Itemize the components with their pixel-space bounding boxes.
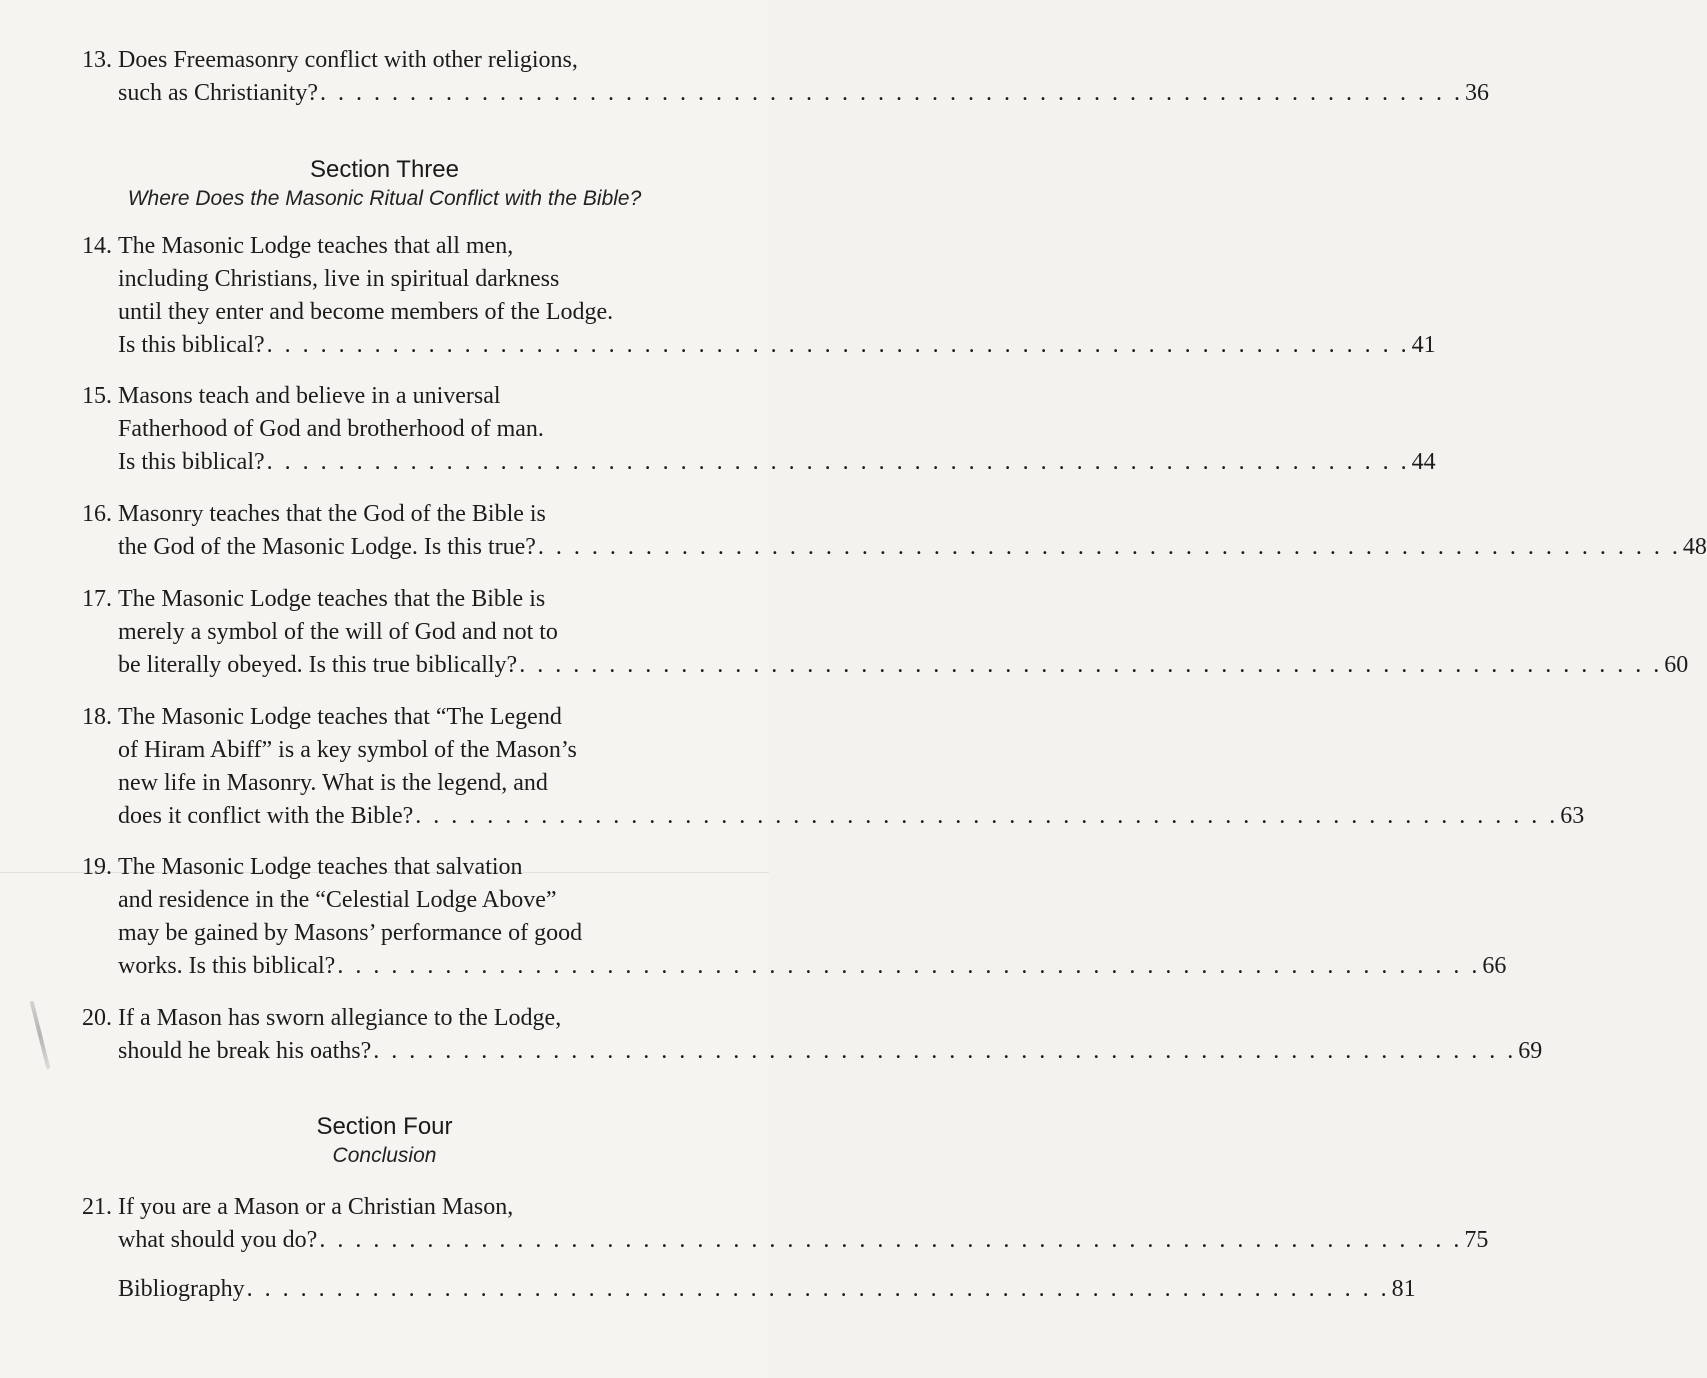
section-subtitle: Conclusion (332, 1144, 437, 1167)
toc-entry-15[interactable] (72, 380, 1436, 479)
dot-leader: . . . . . . . . . . . . . . . . . . . . . . . . . . . . . . . . . . . . . . . . . . . . . . . . . . . . . . . . . . . . . . . . (319, 80, 1463, 106)
entry-number: 14. (82, 233, 112, 259)
entry-text-line: Masonry teaches that the God of the Bible is (118, 501, 546, 527)
entry-text-last: what should you do? (118, 1227, 318, 1253)
entry-text-line: The Masonic Lodge teaches that salvation (118, 854, 523, 880)
section-four-heading (0, 1112, 769, 1170)
entry-text-last: Is this biblical? (118, 449, 265, 475)
page-number: 48 (1682, 534, 1707, 560)
entry-text-line: merely a symbol of the will of God and not to (118, 619, 558, 645)
toc-entry-13[interactable] (72, 44, 1489, 110)
page-number: 60 (1664, 652, 1689, 678)
entry-text-line: The Masonic Lodge teaches that all men, (118, 233, 514, 259)
entry-text-line: new life in Masonry. What is the legend, and (118, 770, 548, 796)
entry-text-line: Masons teach and believe in a universal (118, 383, 501, 409)
dot-leader: . . . . . . . . . . . . . . . . . . . . . . . . . . . . . . . . . . . . . . . . . . . . . . . . . . . . . . . . . . . . . . . . (373, 1038, 1517, 1064)
entry-number: 15. (82, 383, 112, 409)
section-three-heading (0, 155, 769, 213)
dot-leader: . . . . . . . . . . . . . . . . . . . . . . . . . . . . . . . . . . . . . . . . . . . . . . . . . . . . . . . . . . . . . . . . (337, 953, 1481, 979)
toc-entry-21[interactable] (72, 1191, 1489, 1257)
dot-leader: . . . . . . . . . . . . . . . . . . . . . . . . . . . . . . . . . . . . . . . . . . . . . . . . . . . . . . . . . . . . . . . . (537, 534, 1681, 560)
page-number: 66 (1482, 953, 1507, 979)
entry-text-last: should he break his oaths? (118, 1038, 372, 1064)
page-number: 36 (1464, 80, 1489, 106)
dot-leader: . . . . . . . . . . . . . . . . . . . . . . . . . . . . . . . . . . . . . . . . . . . . . . . . . . . . . . . . . . . . . . . . (519, 652, 1663, 678)
toc-entry-bibliography[interactable] (72, 1273, 1416, 1306)
toc-entry-14[interactable] (72, 230, 1436, 362)
entry-text-line: Fatherhood of God and brotherhood of man. (118, 416, 544, 442)
entry-text-last: such as Christianity? (118, 80, 318, 106)
entry-text-last: Is this biblical? (118, 332, 265, 358)
dot-leader: . . . . . . . . . . . . . . . . . . . . . . . . . . . . . . . . . . . . . . . . . . . . . . . . . . . . . . . . . . . . . . . . (319, 1227, 1463, 1253)
entry-text-line: and residence in the “Celestial Lodge Above” (118, 887, 557, 913)
toc-entry-19[interactable] (72, 851, 1507, 983)
pencil-mark (30, 1001, 51, 1070)
page-number: 44 (1411, 449, 1436, 475)
page-number: 41 (1411, 332, 1436, 358)
toc-entry-16[interactable] (72, 498, 1707, 564)
page-number: 69 (1518, 1038, 1543, 1064)
entry-number: 17. (82, 586, 112, 612)
dot-leader: . . . . . . . . . . . . . . . . . . . . . . . . . . . . . . . . . . . . . . . . . . . . . . . . . . . . . . . . . . . . . . . . (266, 332, 1410, 358)
entry-text-line: The Masonic Lodge teaches that “The Legend (118, 704, 562, 730)
entry-text-last: works. Is this biblical? (118, 953, 336, 979)
entry-text-last: Bibliography (118, 1276, 245, 1302)
page-number: 75 (1464, 1227, 1489, 1253)
entry-number: 20. (82, 1005, 112, 1031)
entry-text-line: If you are a Mason or a Christian Mason, (118, 1194, 514, 1220)
section-title: Section Three (310, 156, 459, 183)
entry-number: 13. (82, 47, 112, 73)
dot-leader: . . . . . . . . . . . . . . . . . . . . . . . . . . . . . . . . . . . . . . . . . . . . . . . . . . . . . . . . . . . . . . . . (246, 1276, 1390, 1302)
page-number: 63 (1560, 803, 1585, 829)
entry-text-line: The Masonic Lodge teaches that the Bible is (118, 586, 546, 612)
entry-text-last: be literally obeyed. Is this true biblically? (118, 652, 518, 678)
entry-text-line: until they enter and become members of the Lodge. (118, 299, 614, 325)
toc-entry-20[interactable] (72, 1002, 1543, 1068)
entry-text-line: of Hiram Abiff” is a key symbol of the Mason’s (118, 737, 577, 763)
entry-number: 16. (82, 501, 112, 527)
entry-text-line: including Christians, live in spiritual darkness (118, 266, 560, 292)
page-number: 81 (1391, 1276, 1416, 1302)
section-title: Section Four (316, 1113, 453, 1140)
entry-text-line: Does Freemasonry conflict with other religions, (118, 47, 578, 73)
toc-entry-18[interactable] (72, 701, 1585, 833)
entry-text-last: the God of the Masonic Lodge. Is this true? (118, 534, 536, 560)
entry-number: 19. (82, 854, 112, 880)
entry-number: 18. (82, 704, 112, 730)
dot-leader: . . . . . . . . . . . . . . . . . . . . . . . . . . . . . . . . . . . . . . . . . . . . . . . . . . . . . . . . . . . . . . . . (266, 449, 1410, 475)
dot-leader: . . . . . . . . . . . . . . . . . . . . . . . . . . . . . . . . . . . . . . . . . . . . . . . . . . . . . . . . . . . . . . . . (415, 803, 1559, 829)
entry-number: 21. (82, 1194, 112, 1220)
entry-text-last: does it conflict with the Bible? (118, 803, 414, 829)
section-subtitle: Where Does the Masonic Ritual Conflict with the Bible? (127, 187, 642, 210)
entry-text-line: If a Mason has sworn allegiance to the Lodge, (118, 1005, 562, 1031)
toc-entry-17[interactable] (72, 583, 1689, 682)
entry-text-line: may be gained by Masons’ performance of good (118, 920, 583, 946)
